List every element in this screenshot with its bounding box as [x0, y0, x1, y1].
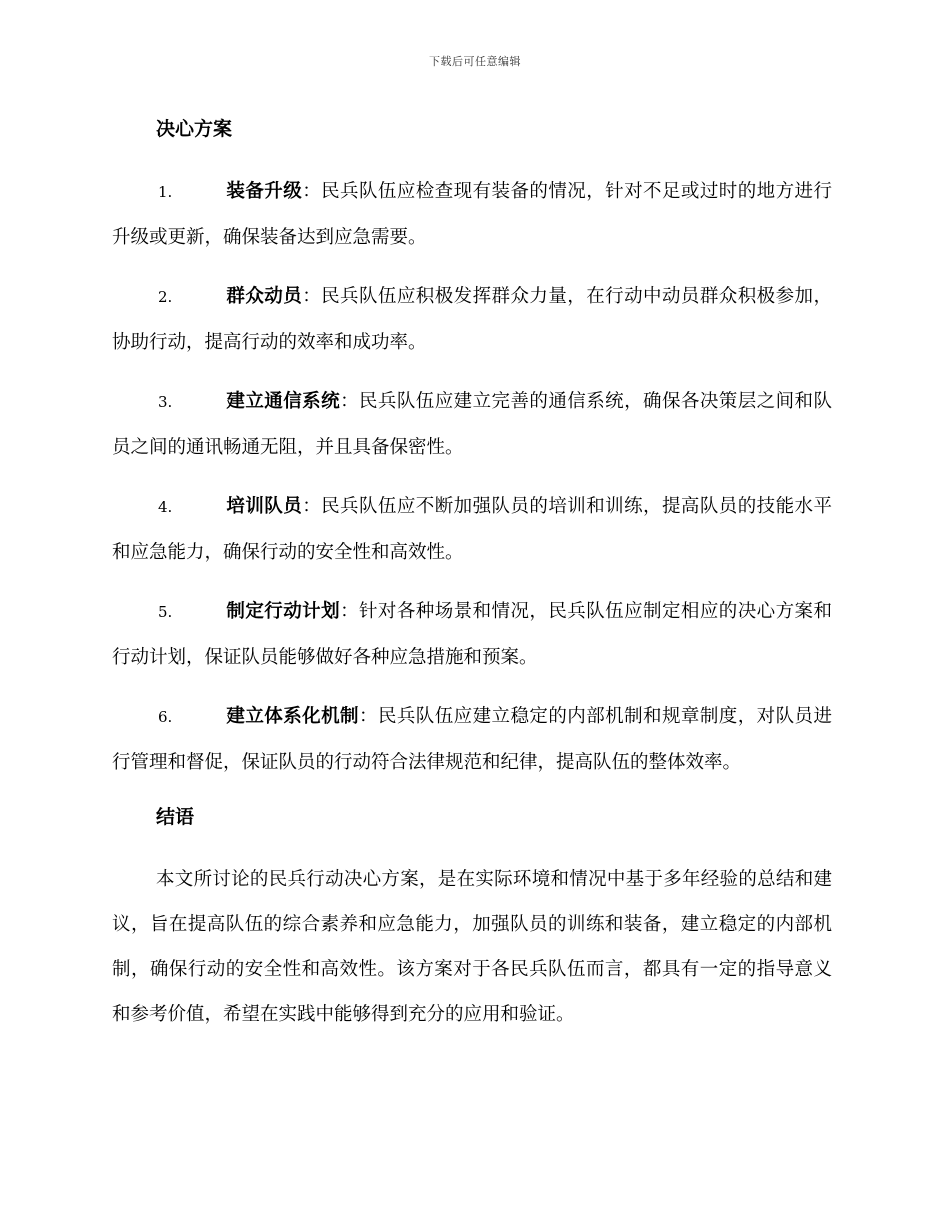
- list-text: 民兵队伍应建立完善的通信系统，确保各决策层之间和队员之间的通讯畅通无阻，并且具备保密性。: [112, 391, 832, 458]
- list-separator: ：: [302, 181, 322, 202]
- list-text: 民兵队伍应检查现有装备的情况，针对不足或过时的地方进行升级或更新，确保装备达到应急需要。: [112, 181, 832, 248]
- list-term: 建立通信系统: [226, 391, 341, 412]
- list-number: 1.: [158, 183, 173, 201]
- list-number: 3.: [158, 393, 173, 411]
- list-item: [112, 589, 832, 680]
- list-term: 培训队员: [226, 496, 303, 517]
- list-term: 建立体系化机制: [226, 706, 359, 727]
- list-term: 制定行动计划: [226, 601, 341, 622]
- list-text: 民兵队伍应积极发挥群众力量，在行动中动员群众积极参加，协助行动，提高行动的效率和成功率。: [112, 286, 832, 353]
- list-term: 装备升级: [226, 181, 303, 202]
- list-item: [112, 379, 832, 470]
- document-body: [112, 111, 832, 1037]
- section-heading-plan: 决心方案: [156, 118, 233, 140]
- list-item: [112, 484, 832, 575]
- list-item: [112, 274, 832, 365]
- list-item: [112, 169, 832, 260]
- list-separator: ：: [340, 391, 359, 412]
- list-item: [112, 694, 832, 785]
- list-text: 民兵队伍应建立稳定的内部机制和规章制度，对队员进行管理和督促，保证队员的行动符合法律规范和纪律，提高队伍的整体效率。: [112, 706, 832, 773]
- list-number: 6.: [158, 708, 173, 726]
- list-number: 2.: [158, 288, 173, 306]
- list-term: 群众动员: [226, 286, 303, 307]
- list-number: 4.: [158, 498, 173, 516]
- section-heading-conclusion: 结语: [156, 806, 195, 828]
- conclusion-paragraph: 本文所讨论的民兵行动决心方案，是在实际环境和情况中基于多年经验的总结和建议，旨在提高队伍的综合素养和应急能力，加强队员的训练和装备，建立稳定的内部机制，确保行动的安全性和高效性。该方案对于各民兵队伍而言，都具有一定的指导意义和参考价值，希望在实践中能够得到充分的应用和验证。: [112, 869, 832, 1025]
- list-separator: ：: [340, 601, 359, 622]
- list-separator: ：: [359, 706, 378, 727]
- list-separator: ：: [302, 286, 322, 307]
- page-header-note: 下载后可任意编辑: [429, 55, 521, 68]
- list-text: 针对各种场景和情况，民兵队伍应制定相应的决心方案和行动计划，保证队员能够做好各种应急措施和预案。: [112, 601, 832, 668]
- list-text: 民兵队伍应不断加强队员的培训和训练，提高队员的技能水平和应急能力，确保行动的安全性和高效性。: [112, 496, 832, 563]
- list-separator: ：: [302, 496, 322, 517]
- list-number: 5.: [158, 603, 173, 621]
